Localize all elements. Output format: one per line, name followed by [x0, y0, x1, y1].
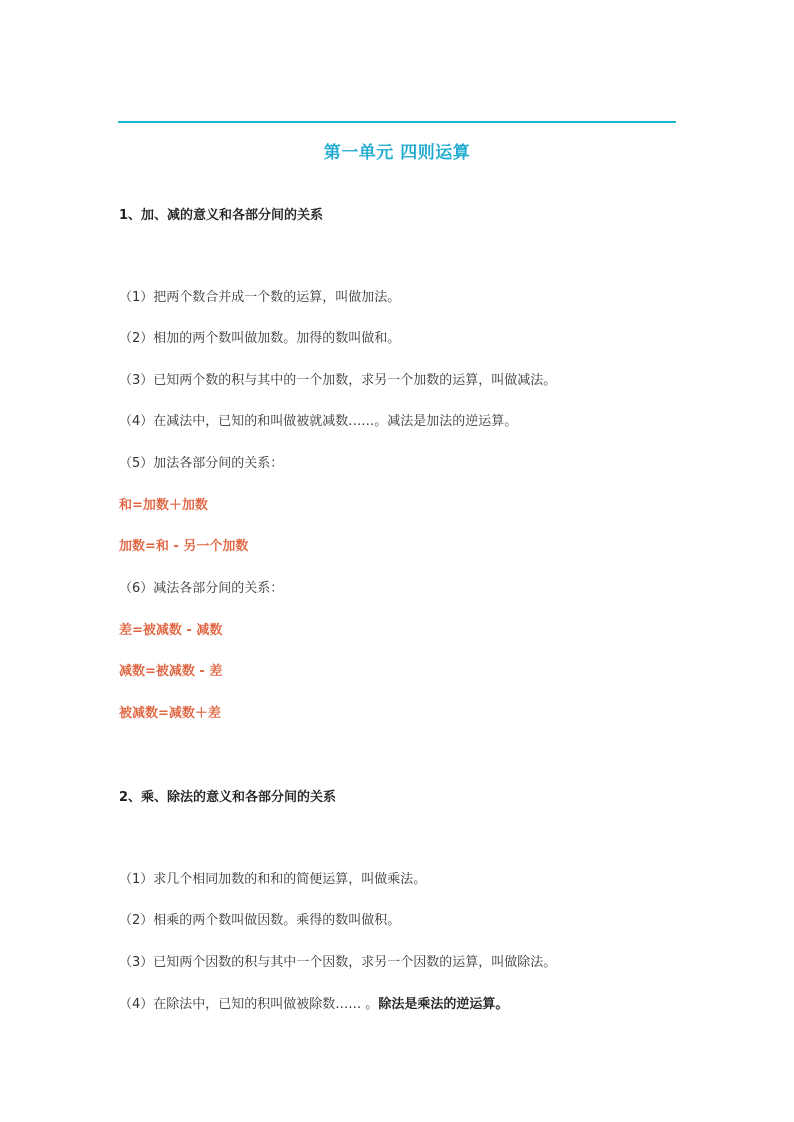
addition-formula-2: 加数=和 - 另一个加数 [119, 539, 249, 554]
page-title: 第一单元 四则运算 [323, 143, 471, 163]
section-1-item-6: （6）减法各部分间的关系： [119, 581, 284, 596]
section-2-item-4-emphasis: 除法是乘法的逆运算。 [378, 997, 509, 1012]
section-1-item-4: （4）在减法中，已知的和叫做被就减数……。减法是加法的逆运算。 [119, 414, 518, 429]
section-1-item-1: （1）把两个数合并成一个数的运算，叫做加法。 [119, 290, 401, 305]
section-1-item-3: （3）已知两个数的积与其中的一个加数，求另一个加数的运算，叫做减法。 [119, 373, 557, 388]
subtraction-formula-3: 被减数=减数＋差 [119, 706, 221, 721]
subtraction-formula-1: 差=被减数 - 减数 [119, 623, 223, 638]
section-1-item-5: （5）加法各部分间的关系： [119, 456, 284, 471]
addition-formula-1: 和=加数＋加数 [119, 498, 208, 513]
title-divider [118, 121, 676, 123]
section-1-item-2: （2）相加的两个数叫做加数。加得的数叫做和。 [119, 331, 401, 346]
section-2-item-3: （3）已知两个因数的积与其中一个因数，求另一个因数的运算，叫做除法。 [119, 955, 557, 970]
section-1-heading: 1、加、减的意义和各部分间的关系 [119, 208, 324, 223]
section-2-item-2: （2）相乘的两个数叫做因数。乘得的数叫做积。 [119, 913, 401, 928]
section-2-item-1: （1）求几个相同加数的和和的简便运算，叫做乘法。 [119, 872, 427, 887]
section-2-item-4-text: （4）在除法中，已知的积叫做被除数…… 。 [119, 997, 379, 1012]
section-2-item-4 [119, 993, 508, 1012]
section-2-heading: 2、乘、除法的意义和各部分间的关系 [119, 790, 337, 805]
subtraction-formula-2: 减数=被减数 - 差 [119, 664, 223, 679]
